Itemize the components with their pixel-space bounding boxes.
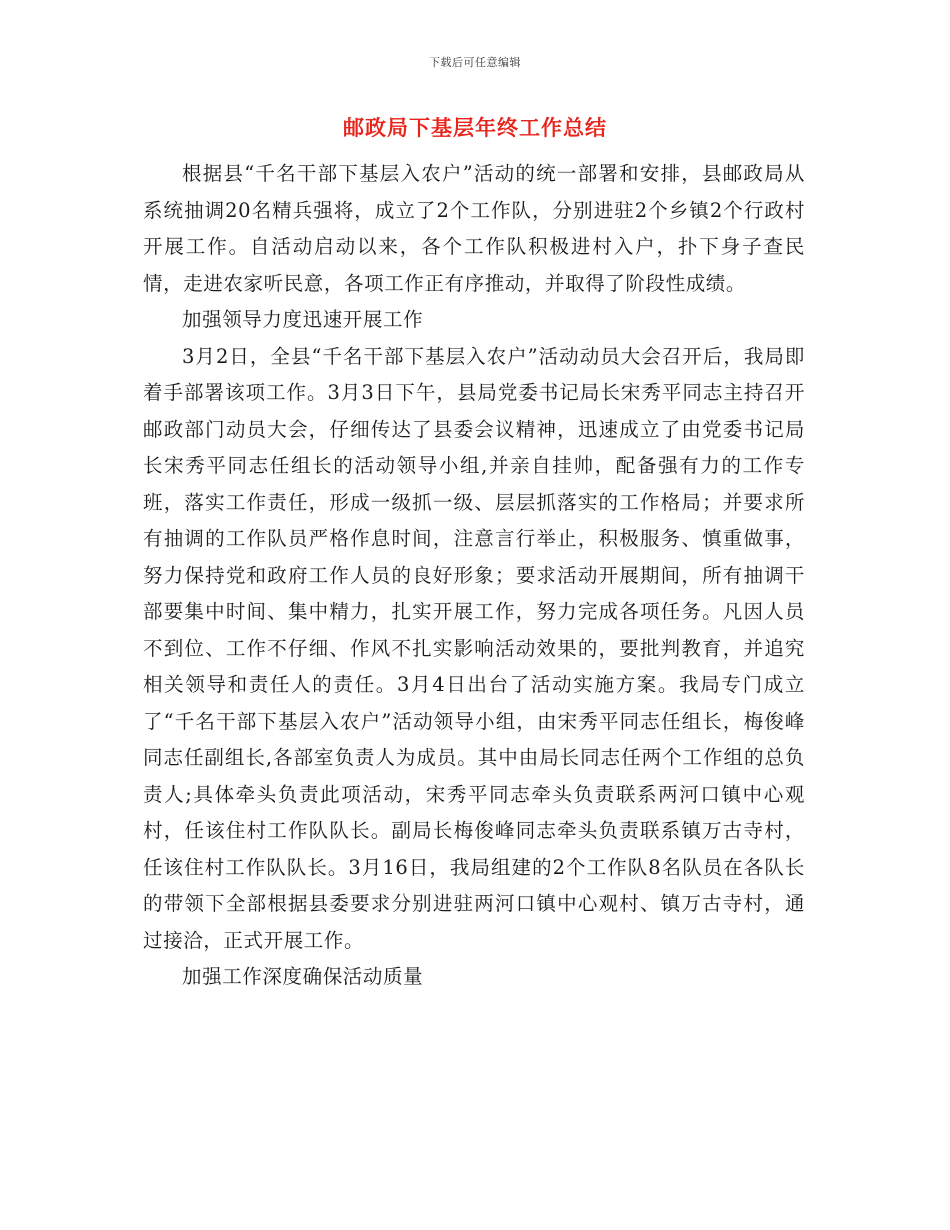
- document-body: [143, 156, 805, 996]
- section-heading-leadership: 加强领导力度迅速开展工作: [182, 308, 424, 331]
- document-title: 邮政局下基层年终工作总结: [343, 116, 607, 140]
- page-header: 下载后可任意编辑: [429, 56, 521, 69]
- paragraph-leadership: 3月2日，全县“千名干部下基层入农户”活动动员大会召开后，我局即着手部署该项工作。3月3日下午，县局党委书记局长宋秀平同志主持召开邮政部门动员大会，仔细传达了县委会议精神，迅速成立了由党委书记局长宋秀平同志任组长的活动领导小组,并亲自挂帅，配备强有力的工作专班，落实工作责任，形成一级抓一级、层层抓落实的工作格局；并要求所有抽调的工作队员严格作息时间，注意言行举止，积极服务、慎重做事，努力保持党和政府工作人员的良好形象；要求活动开展期间，所有抽调干部要集中时间、集中精力，扎实开展工作，努力完成各项任务。凡因人员不到位、工作不仔细、作风不扎实影响活动效果的，要批判教育，并追究相关领导和责任人的责任。3月4日出台了活动实施方案。我局专门成立了“千名干部下基层入农户”活动领导小组，由宋秀平同志任组长，梅俊峰同志任副组长,各部室负责人为成员。其中由局长同志任两个工作组的总负责人;具体牵头负责此项活动，宋秀平同志牵头负责联系两河口镇中心观村，任该住村工作队队长。副局长梅俊峰同志牵头负责联系镇万古寺村，任该住村工作队队长。3月16日，我局组建的2个工作队8名队员在各队长的带领下全部根据县委要求分别进驻两河口镇中心观村、镇万古寺村，通过接洽，正式开展工作。: [143, 344, 805, 952]
- paragraph-intro: 根据县“千名干部下基层入农户”活动的统一部署和安排，县邮政局从系统抽调20名精兵强将，成立了2个工作队，分别进驻2个乡镇2个行政村开展工作。自活动启动以来，各个工作队积极进村入户，扑下身子查民情，走进农家听民意，各项工作正有序推动，并取得了阶段性成绩。: [143, 162, 805, 295]
- section-heading-quality: 加强工作深度确保活动质量: [182, 965, 424, 988]
